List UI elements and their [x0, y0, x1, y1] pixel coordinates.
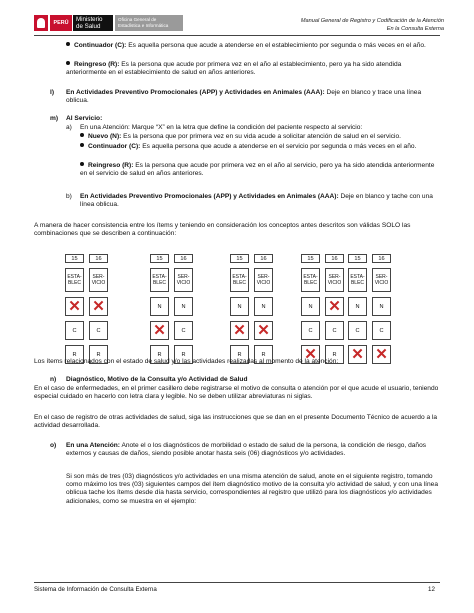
label-establecimiento: ESTA- BLEC — [230, 268, 249, 292]
section-n-title: Diagnóstico, Motivo de la Consulta y/o Actividad de Salud — [66, 376, 248, 383]
cell-r: R — [150, 345, 169, 364]
section-m-a-text: En una Atención: Marque “X” en la letra que define la condición del paciente respecto al servicio: — [80, 124, 363, 131]
cell-n: N — [174, 297, 193, 316]
label-servicio: SER- VICIO — [254, 268, 273, 292]
document-title — [301, 17, 444, 33]
cell-r: R — [65, 345, 84, 364]
x-mark-icon: ✕ — [348, 345, 367, 364]
ministry-badge: Ministerio de Salud — [73, 15, 113, 31]
bullet-nuevo: Nuevo (N): Es la persona que por primera vez en su vida acude a solicitar atención de salud en el servicio. — [80, 133, 440, 141]
cell-n: N — [230, 297, 249, 316]
section-l-text: En Actividades Preventivo Promocionales (APP) y Actividades en Animales (AAA): Deje en blanco y trace una línea oblicua. — [66, 89, 422, 105]
x-mark-icon: ✕ — [150, 321, 169, 340]
related-items-paragraph: Los ítems relacionados con el estado de salud y/o las actividades realizadas al momento de la atención: — [34, 358, 339, 365]
header-rule — [34, 35, 440, 36]
other-activities-paragraph: En el caso de registro de otras actividades de salud, siga las instrucciones que se dan en el presente Documento Técnico de acuerdo a la actividad desarrollada. — [34, 414, 438, 430]
combination-table-3 — [225, 249, 278, 369]
x-mark-icon: ✕ — [254, 321, 273, 340]
cell-r: R — [325, 345, 344, 364]
x-mark-icon: ✕ — [65, 297, 84, 316]
bullet-continuador-servicio: Continuador (C): Es aquella persona que acude a atenderse en el servicio por segunda o más veces en el año. — [80, 143, 440, 151]
cell-n: N — [301, 297, 320, 316]
label-servicio: SER- VICIO — [372, 268, 391, 292]
column-16: 16 — [254, 254, 273, 263]
section-m-a-label: a) — [66, 124, 72, 131]
column-15: 15 — [65, 254, 84, 263]
cell-r: R — [174, 345, 193, 364]
cell-c: C — [65, 321, 84, 340]
label-establecimiento: ESTA- BLEC — [301, 268, 320, 292]
column-15: 15 — [150, 254, 169, 263]
cell-n: N — [372, 297, 391, 316]
page-number: 12 — [428, 586, 435, 593]
bullet-reingreso-servicio: Reingreso (R): Es la persona que acude por primera vez en el año al servicio, pero ya ha sido atendida anteriormente en el servicio de salud en años anteriores. — [80, 162, 435, 178]
bullet-dot-icon — [80, 133, 84, 137]
bullet-reingreso: Reingreso (R): Es la persona que acude por primera vez en el año al establecimiento, pero ya ha sido atendida anteriormente en el establecimiento de salud en años anteriores. — [66, 61, 402, 77]
section-m-label: m) — [50, 115, 59, 122]
combination-table-4 — [296, 249, 349, 369]
bullet-dot-icon — [80, 162, 84, 166]
column-15: 15 — [348, 254, 367, 263]
footer-rule — [34, 582, 440, 583]
cell-n: N — [254, 297, 273, 316]
bullet-dot-icon — [66, 61, 70, 65]
x-mark-icon: ✕ — [301, 345, 320, 364]
label-establecimiento: ESTA- BLEC — [65, 268, 84, 292]
cell-n: N — [150, 297, 169, 316]
combination-table-1 — [60, 249, 113, 369]
column-16: 16 — [325, 254, 344, 263]
bullet-dot-icon — [66, 42, 70, 46]
section-o-text2: Si son más de tres (03) diagnósticos y/o actividades en una misma atención de salud, anote en el siguiente registro, tomando como máximo los tres (03) siguientes campos del ítem diagnóstico motivo de la consulta y/o actividad de salud, y con una línea oblicua tache los ítems desde día hasta servicio, correspondientes al registro que utilizó para los diagnósticos y/o actividades adicionales, como se muestra en el ejemplo: — [66, 473, 439, 505]
section-m-title: Al Servicio: — [66, 115, 103, 122]
label-servicio: SER- VICIO — [325, 268, 344, 292]
consistency-paragraph: A manera de hacer consistencia entre los ítems y teniendo en consideración los conceptos antes descritos son válidas SOLO las combinaciones que se describen a continuación: — [34, 222, 411, 238]
section-l-label: l) — [50, 89, 55, 96]
cell-c: C — [348, 321, 367, 340]
bullet-continuador: Continuador (C): Es aquella persona que acude a atenderse en el establecimiento por segunda o más veces en el año. — [66, 42, 436, 50]
x-mark-icon: ✕ — [230, 321, 249, 340]
x-mark-icon: ✕ — [89, 297, 108, 316]
section-o-text: En una Atención: Anote el o los diagnósticos de morbilidad o estado de salud de la persona, la condición de riesgo, daños externos y causas de daños, siendo posible anotar hasta seis (06) diagnósticos y/o actividades. — [66, 442, 427, 458]
column-15: 15 — [301, 254, 320, 263]
manual-title-line1: Manual General de Registro y Codificación de la Atención — [300, 18, 444, 24]
column-16: 16 — [89, 254, 108, 263]
section-o-label: o) — [50, 442, 57, 449]
cell-r: R — [254, 345, 273, 364]
label-establecimiento: ESTA- BLEC — [348, 268, 367, 292]
column-16: 16 — [174, 254, 193, 263]
cell-r: R — [89, 345, 108, 364]
footer-title: Sistema de Información de Consulta Externa — [34, 586, 157, 593]
cell-c: C — [89, 321, 108, 340]
section-n-text: En el caso de enfermedades, en el primer casillero debe registrarse el motivo de consulta o atención por el que acude el usuario, teniendo especial cuidado en hacerlo con letra clara y legible. No se deben utilizar abreviaturas ni siglas. — [34, 385, 439, 401]
combination-table-2 — [145, 249, 198, 369]
cell-c: C — [325, 321, 344, 340]
column-16: 16 — [372, 254, 391, 263]
column-15: 15 — [230, 254, 249, 263]
cell-c: C — [174, 321, 193, 340]
combination-table-5 — [343, 249, 396, 369]
section-m-b-label: b) — [66, 193, 72, 200]
cell-n: N — [348, 297, 367, 316]
x-mark-icon: ✕ — [325, 297, 344, 316]
label-servicio: SER- VICIO — [174, 268, 193, 292]
section-n-label: n) — [50, 376, 57, 383]
x-mark-icon: ✕ — [372, 345, 391, 364]
bullet-dot-icon — [80, 143, 84, 147]
label-servicio: SER- VICIO — [89, 268, 108, 292]
cell-c: C — [301, 321, 320, 340]
shield-logo-icon — [34, 15, 48, 31]
section-m-b-text: En Actividades Preventivo Promocionales (APP) y Actividades en Animales (AAA): Deje en blanco y tache con una línea oblicua. — [80, 193, 433, 209]
manual-title-line2: En la Consulta Externa — [386, 26, 444, 32]
peru-badge: PERÚ — [50, 15, 72, 31]
cell-r: R — [230, 345, 249, 364]
office-badge: Oficina General de Estadística e Informática — [115, 15, 183, 31]
cell-c: C — [372, 321, 391, 340]
label-establecimiento: ESTA- BLEC — [150, 268, 169, 292]
